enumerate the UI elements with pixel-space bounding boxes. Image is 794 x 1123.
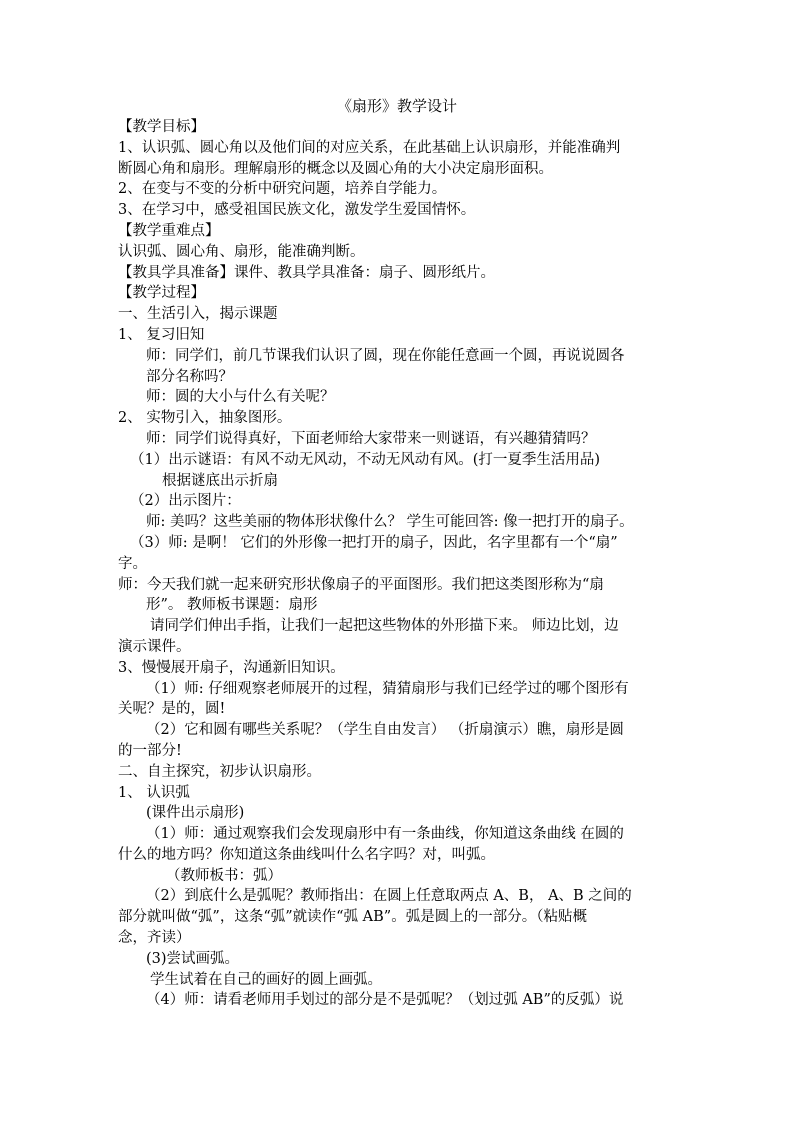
paragraph-line: （1）出示谜语：有风不动无风动，不动无风动有风。(打一夏季生活用品) [130,451,601,468]
paragraph-line: 什么的地方吗？你知道这条曲线叫什么名字吗？对，叫弧。 [118,846,495,863]
paragraph-line: 念，齐读） [118,930,191,947]
paragraph-line: 演示课件。 [118,638,191,655]
paragraph-line: (3)尝试画弧。 [146,950,240,967]
document-body [118,117,678,1011]
paragraph-line: 的一部分! [118,742,182,759]
paragraph-line: （3）师: 是啊！ 它们的外形像一把打开的扇子，因此，名字里都有一个“扇” [130,534,618,551]
paragraph-line: 根据谜底出示折扇 [162,472,278,489]
paragraph-line: 部分就叫做“弧”，这条“弧”就读作“弧 AB”。弧是圆上的一部分。（粘贴概 [118,909,587,926]
paragraph-line: （2）到底什么是弧呢？教师指出：在圆上任意取两点 A、B， A、B 之间的 [146,888,632,905]
paragraph-line: 2、 实物引入，抽象图形。 [118,410,292,427]
section-heading-materials: 【教具学具准备】课件、教具学具准备：扇子、圆形纸片。 [118,264,495,281]
section-heading-process: 【教学过程】 [118,285,205,302]
section-heading-objectives: 【教学目标】 [118,119,205,135]
paragraph-line: 2、在变与不变的分析中研究问题，培养自学能力。 [118,181,447,198]
paragraph-line: 3、慢慢展开扇子，沟通新旧知识。 [118,659,345,676]
paragraph-line: 关呢？是的，圆! [118,701,226,718]
paragraph-line: （1）师：通过观察我们会发现扇形中有一条曲线，你知道这条曲线 在圆的 [146,826,624,843]
paragraph-line: 1、认识弧、圆心角以及他们间的对应关系，在此基础上认识扇形，并能准确判 [118,139,621,156]
paragraph-line: 1、 复习旧知 [118,326,205,343]
paragraph-line: （教师板书：弧） [166,867,282,884]
paragraph-line: 形”。 教师板书课题：扇形 [146,597,318,614]
paragraph-line: (课件出示扇形) [146,805,245,822]
paragraph-line: 学生试着在自己的画好的圆上画弧。 [150,971,382,988]
paragraph-line: 字。 [118,555,147,572]
paragraph-line: 一、生活引入，揭示课题 [118,306,278,323]
paragraph-line: （2）出示图片： [130,493,241,510]
paragraph-line: 认识弧、圆心角、扇形，能准确判断。 [118,243,365,260]
paragraph-line: 二、自主探究，初步认识扇形。 [118,763,321,780]
paragraph-line: 断圆心角和扇形。理解扇形的概念以及圆心角的大小决定扇形面积。 [118,160,553,177]
paragraph-line: 1、 认识弧 [118,784,190,801]
paragraph-line: （2）它和圆有哪些关系呢？（学生自由发言） （折扇演示）瞧，扇形是圆 [146,722,624,739]
paragraph-line: 师: 美吗？这些美丽的物体形状像什么？ 学生可能回答: 像一把打开的扇子。 [146,514,634,531]
paragraph-line: 师：今天我们就一起来研究形状像扇子的平面图形。我们把这类图形称为“扇 [118,576,604,593]
paragraph-line: （1）师: 仔细观察老师展开的过程，猜猜扇形与我们已经学过的哪个图形有 [146,680,629,697]
paragraph-line: 师：同学们说得真好，下面老师给大家带来一则谜语，有兴趣猜猜吗？ [146,430,596,447]
section-heading-key-points: 【教学重难点】 [118,222,220,239]
paragraph-line: （4）师：请看老师用手划过的部分是不是弧呢？（划过弧 AB”的反弧）说 [146,992,624,1009]
paragraph-line: 请同学们伸出手指，让我们一起把这些物体的外形描下来。 师边比划，边 [150,618,619,635]
paragraph-line: 3、在学习中，感受祖国民族文化，激发学生爱国情怀。 [118,202,476,219]
document-title: 《扇形》教学设计 [336,97,457,115]
paragraph-line: 部分名称吗？ [146,368,233,385]
paragraph-line: 师：圆的大小与什么有关呢？ [146,389,335,406]
paragraph-line: 师：同学们，前几节课我们认识了圆，现在你能任意画一个圆，再说说圆各 [146,347,625,364]
